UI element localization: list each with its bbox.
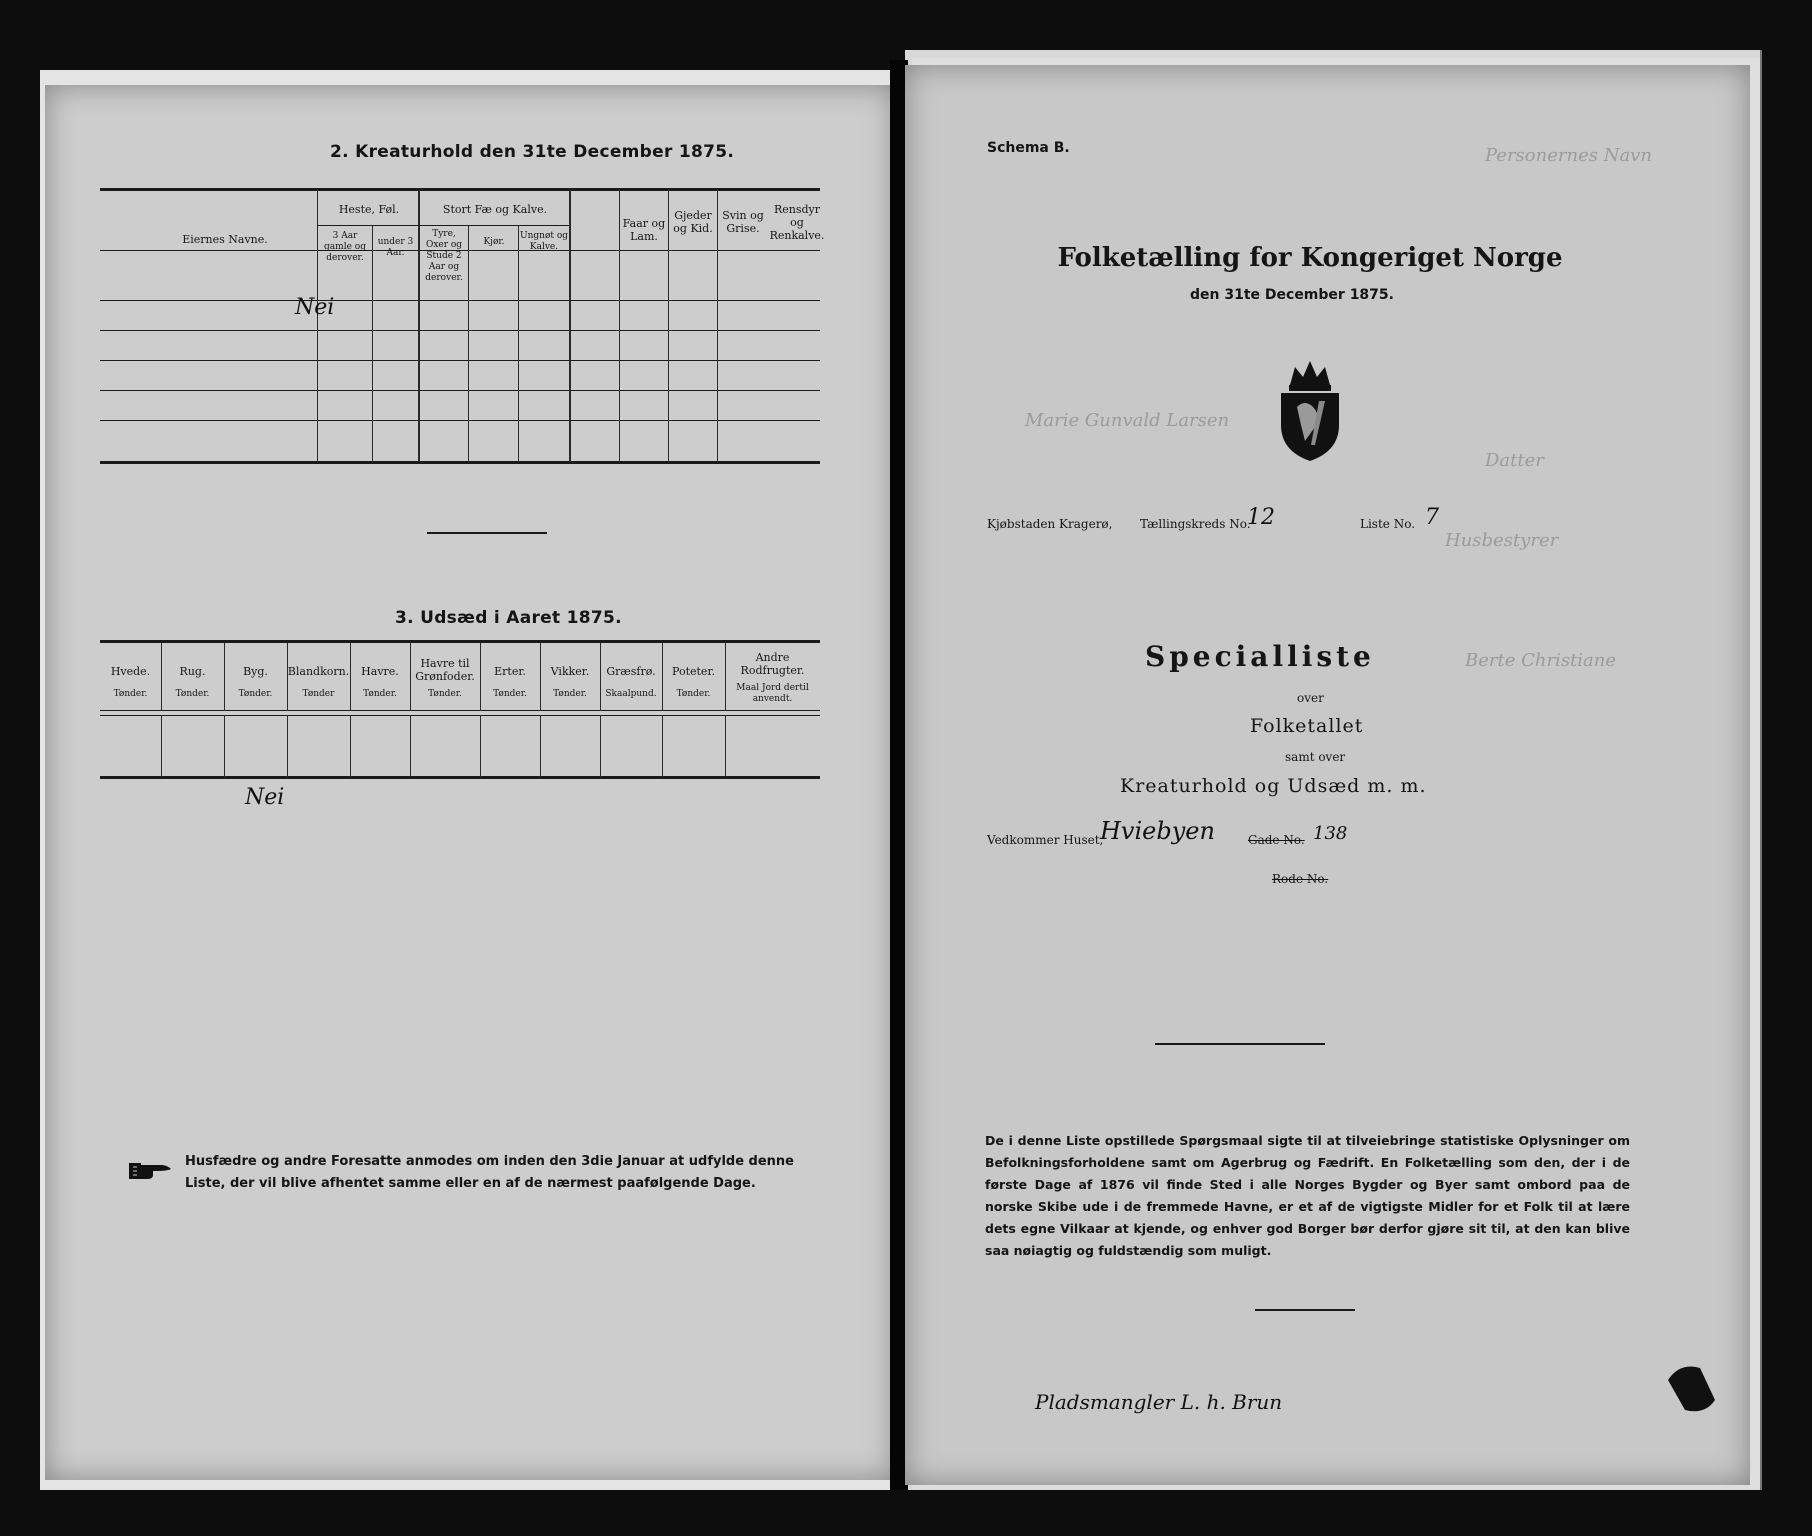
left-page <box>45 85 895 1480</box>
col-sheep-header: Faar og Lam. <box>622 217 666 243</box>
section3-col <box>662 643 726 711</box>
section3-title: 3. Udsæd i Aaret 1875. <box>395 608 622 628</box>
house-label: Vedkommer Huset, <box>987 833 1104 847</box>
section3-col-unit: Maal Jord dertil anvendt. <box>736 683 809 704</box>
col-horse-a-header: 3 Aar gamle og derover. <box>324 231 366 263</box>
list-label: Liste No. <box>1360 517 1416 531</box>
section3-col-unit: Tønder. <box>553 689 587 699</box>
norway-coat-of-arms <box>1275 355 1345 465</box>
section3-col-name: Byg. <box>243 665 268 678</box>
section3-col <box>287 643 351 711</box>
speciallist-title: Specialliste <box>1145 640 1375 673</box>
section3-col-name: Hvede. <box>110 665 151 678</box>
section3-col <box>480 643 541 711</box>
book-clip <box>1660 1360 1720 1420</box>
section3-col <box>725 643 820 711</box>
col-cattle-c-header: Ungnøt og Kalve. <box>520 231 569 252</box>
col-horses-header: Heste, Føl. <box>338 203 400 216</box>
section3-col <box>540 643 601 711</box>
section3-col-unit: Tønder. <box>113 689 148 699</box>
col-owner-header: Eiernes Navne. <box>182 233 268 246</box>
rode-label: Rode No. <box>1272 872 1329 886</box>
instruction-notice: Husfædre og andre Foresatte anmodes om inden den 3die Januar at udfylde denne Liste, der vil blive afhentet samme eller en af de nærmest paafølgende Dage. <box>185 1154 795 1191</box>
section3-col-unit: Tønder. <box>363 689 397 699</box>
section2-title: 2. Kreaturhold den 31te December 1875. <box>330 142 735 162</box>
col-goats-header: Gjeder og Kid. <box>673 209 713 235</box>
section3-col <box>224 643 288 711</box>
section3-entry: Nei <box>245 785 285 810</box>
section3-col-name: Vikker. <box>550 665 590 678</box>
list-number: 7 <box>1425 505 1439 530</box>
section3-col-name: Rug. <box>179 665 206 678</box>
section3-col-unit: Skaalpund. <box>605 689 657 699</box>
section3-col-unit: Tønder. <box>175 689 210 699</box>
district-label: Tællingskreds No. <box>1140 517 1251 531</box>
pointing-hand-icon <box>127 1157 173 1183</box>
gade-label: Gade No. <box>1248 833 1305 847</box>
col-cattle-a-header: Tyre, Oxer og Stude 2 Aar og derover. <box>425 229 463 283</box>
census-date: den 31te December 1875. <box>1190 287 1394 303</box>
section3-col <box>410 643 481 711</box>
section3-col-unit: Tønder. <box>238 689 273 699</box>
section3-col-name: Blandkorn. <box>287 665 350 678</box>
col-cattle-header: Stort Fæ og Kalve. <box>442 203 548 216</box>
section3-col-name: Havre. <box>361 665 399 678</box>
town-label: Kjøbstaden Kragerø, <box>987 517 1113 531</box>
handwritten-signature: Pladsmangler L. h. Brun <box>1035 1390 1283 1414</box>
col-cattle-b-header: Kjør. <box>483 237 505 247</box>
right-page: Schema B. Personernes Navn Marie Gunvald Larsen Datter Husbestyrer Berte Christiane Folketælling for Kongeriget Norge den 31te December 1875. Kjøbstaden Kragerø, Tællingskreds No. 12 Liste No. 7 Specialliste over Folketallet samt over Kreaturhold og Udsæd m. m. Vedkommer Huset, Hviebyen Gade No. 138 Rode No. De i denne Liste opstillede Spørgsmaal sigte til at tilveiebringe statistiske Oplysninger om Befolkningsforholdene samt om Agerbrug og Fædrift. En Folketælling som den, der i de første Dage af 1876 vil finde Sted i alle Norges Bygder og Byer samt ombord paa de norske Skibe ude i de fremmede Havne, er et af de vigtigste Midler for et Folk til at lære dets egne Vilkaar at kjende, og enhver god Borger bør derfor gjøre sit til, at den kan blive saa nøiagtig og fuldstændig som muligt. Pladsmangler L. h. Brun <box>905 65 1750 1485</box>
section3-col-name: Erter. <box>494 665 526 678</box>
section3-col-unit: Tønder. <box>676 689 711 699</box>
section3-col-unit: Tønder. <box>493 689 527 699</box>
district-number: 12 <box>1247 505 1275 530</box>
section3-col <box>600 643 663 711</box>
section3-col-name: Andre Rodfrugter. <box>740 651 805 677</box>
samt-over-text: samt over <box>1285 750 1346 764</box>
kreaturhold-text: Kreaturhold og Udsæd m. m. <box>1120 775 1427 797</box>
census-title: Folketælling for Kongeriget Norge <box>1057 243 1563 273</box>
folketallet-text: Folketallet <box>1250 715 1364 737</box>
section3-col-name: Havre til Grønfoder. <box>415 657 475 683</box>
section3-col-unit: Tønder <box>302 689 335 699</box>
section3-col-name: Poteter. <box>672 665 715 678</box>
section3-col <box>161 643 225 711</box>
section2-entry: Nei <box>295 295 335 320</box>
gade-number: 138 <box>1313 823 1348 844</box>
explanatory-paragraph: De i denne Liste opstillede Spørgsmaal sigte til at tilveiebringe statistiske Oplysninger om Befolkningsforholdene samt om Agerbrug og Fædrift. En Folketælling som den, der i de første Dage af 1876 vil finde Sted i alle Norges Bygder og Byer samt ombord paa de norske Skibe ude i de fremmede Havne, er et af de vigtigste Midler for et Folk til at lære dets egne Vilkaar at kjende, og enhver god Borger bør derfor gjøre sit til, at den kan blive saa nøiagtig og fuldstændig som muligt. <box>985 1133 1630 1258</box>
col-pigs-header: Svin og Grise. <box>722 209 764 235</box>
schema-label: Schema B. <box>987 140 1070 156</box>
section3-col-name: Græsfrø. <box>606 665 656 678</box>
house-name: Hviebyen <box>1100 817 1215 845</box>
col-reindeer-header: Rensdyr og Renkalve. <box>769 203 825 242</box>
over-text-1: over <box>1297 691 1324 705</box>
section3-col <box>350 643 411 711</box>
section3-col <box>100 643 162 711</box>
section3-col-unit: Tønder. <box>428 689 462 699</box>
col-horse-b-header: under 3 Aar. <box>377 237 414 258</box>
